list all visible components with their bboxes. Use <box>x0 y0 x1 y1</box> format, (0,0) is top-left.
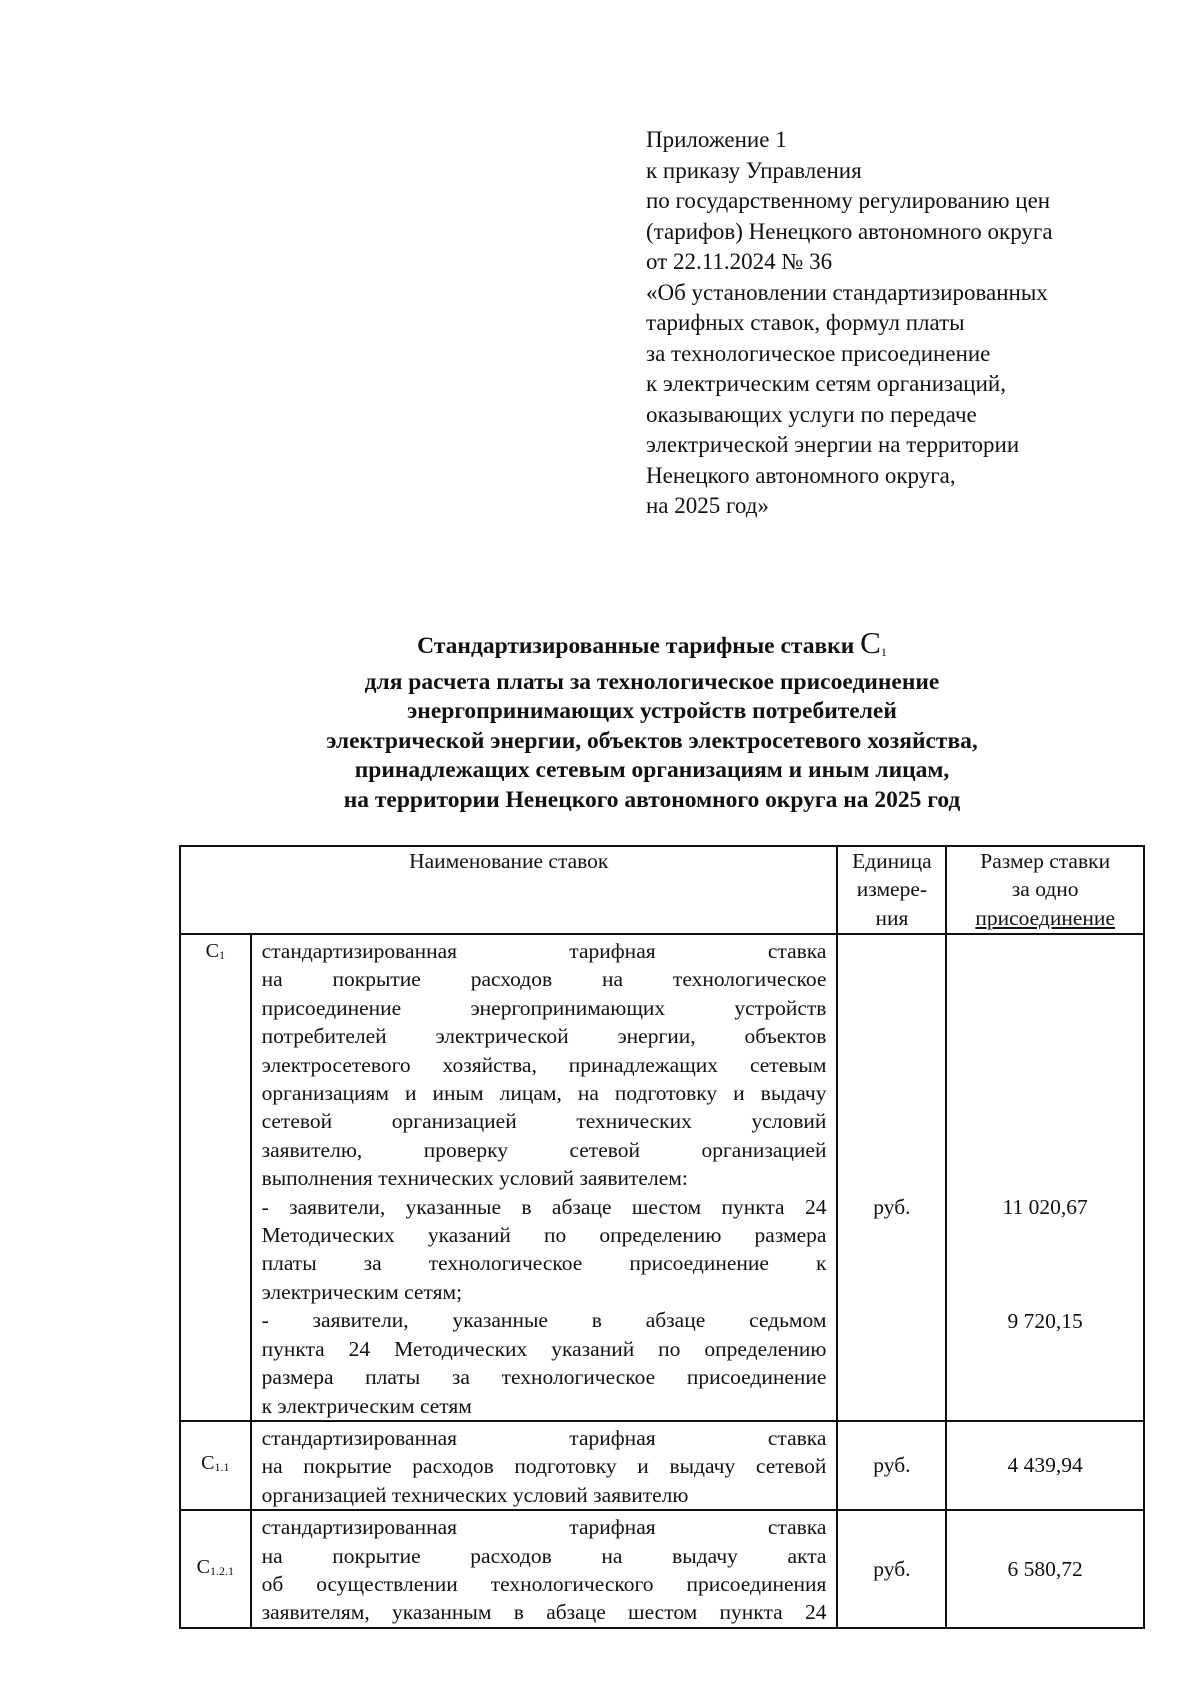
table-row <box>180 934 1144 1421</box>
description-line: к электрическим сетям <box>261 1393 472 1418</box>
document-title <box>180 625 1124 815</box>
rate-symbol-sub: 1.1 <box>214 1460 230 1475</box>
description-line: организациям и иным лицам, на подготовку и выдачу <box>261 1081 827 1106</box>
description-line: стандартизированная тарифная ставка <box>261 1425 827 1450</box>
header-unit-line: ния <box>875 905 909 930</box>
description-line: заявителям, указанным в абзаце шестом пункта 24 <box>261 1600 827 1625</box>
description-line: об осуществлении технологического присоединения <box>261 1571 827 1596</box>
description-line: потребителей электрической энергии, объектов <box>261 1024 827 1049</box>
rate-symbol <box>180 1421 251 1510</box>
rate-unit <box>837 1510 946 1628</box>
description-line: на покрытие расходов подготовку и выдачу сетевой <box>261 1454 827 1479</box>
table-row <box>180 1421 1144 1510</box>
description-line: стандартизированная тарифная ставка <box>261 1515 827 1540</box>
title-line: электрической энергии, объектов электросетевого хозяйства, <box>326 727 978 754</box>
description-line: размера платы за технологическое присоединение <box>261 1365 827 1390</box>
table-header-row <box>180 846 1144 934</box>
appendix-line: (тарифов) Ненецкого автономного округа <box>646 218 1053 244</box>
header-name-text: Наименование ставок <box>409 849 609 873</box>
rate-value <box>946 934 1144 1421</box>
description-line: стандартизированная тарифная ставка <box>261 939 827 963</box>
description-line: пункта 24 Методических указаний по определению <box>261 1336 827 1361</box>
header-value <box>946 846 1144 934</box>
rate-value-text: 4 439,94 <box>1007 1453 1083 1478</box>
description-line: выполнения технических условий заявителем: <box>261 1166 688 1191</box>
appendix-line: тарифных ставок, формул платы <box>646 310 965 335</box>
title-line: принадлежащих сетевым организациям и иным лицам, <box>354 757 950 783</box>
rate-unit <box>837 934 946 1421</box>
appendix-line: от 22.11.2024 № 36 <box>646 249 833 274</box>
header-unit <box>837 846 946 934</box>
rate-unit-text: руб. <box>873 1453 911 1478</box>
title-text: Стандартизированные тарифные ставки <box>417 633 855 659</box>
appendix-line: оказывающих услуги по передаче <box>646 401 977 427</box>
appendix-line: Приложение 1 <box>646 127 787 152</box>
appendix-heading <box>646 125 1166 522</box>
header-unit-line: измере- <box>856 877 928 902</box>
description-line: заявителю, проверку сетевой организацией <box>261 1137 827 1162</box>
header-value-line-underlined <box>947 904 1143 932</box>
rate-value-text: 6 580,72 <box>1007 1556 1083 1581</box>
description-line: Методических указаний по определению размера <box>261 1223 827 1248</box>
rate-symbol <box>180 934 251 1421</box>
appendix-line: «Об установлении стандартизированных <box>646 279 1048 305</box>
title-line-1 <box>180 625 1124 668</box>
rate-symbol-letter: C <box>205 940 219 962</box>
rate-symbol <box>180 1510 251 1628</box>
description-line: на покрытие расходов на выдачу акта <box>261 1543 827 1568</box>
rate-symbol-letter: C <box>196 1555 210 1578</box>
rate-description <box>251 1421 838 1510</box>
appendix-line: по государственному регулированию цен <box>646 188 1051 213</box>
rate-value-text: 9 720,15 <box>1007 1309 1083 1333</box>
description-line: - заявители, указанные в абзаце шестом пункта 24 <box>261 1194 827 1219</box>
description-line: присоединение энергопринимающих устройств <box>261 995 827 1020</box>
appendix-line: на 2025 год» <box>646 493 769 518</box>
header-value-line: Размер ставки <box>980 849 1111 873</box>
rate-symbol-letter: C <box>201 1452 215 1475</box>
rate-description <box>251 1510 838 1628</box>
header-name <box>180 846 837 934</box>
appendix-line: за технологическое присоединение <box>646 340 991 366</box>
appendix-line: Ненецкого автономного округа, <box>646 462 956 488</box>
title-symbol-letter: C <box>860 625 881 660</box>
header-value-line: присоединение <box>975 905 1115 930</box>
title-line: энергопринимающих устройств потребителей <box>407 698 897 724</box>
title-symbol <box>860 625 887 660</box>
description-line: - заявители, указанные в абзаце седьмом <box>261 1308 827 1333</box>
rate-unit <box>837 1421 946 1510</box>
header-value-line: за одно <box>1011 877 1079 902</box>
appendix-line: к электрическим сетям организаций, <box>646 371 1006 396</box>
rate-description <box>251 934 838 1421</box>
description-line: сетевой организацией технических условий <box>261 1109 827 1134</box>
appendix-line: электрической энергии на территории <box>646 432 1020 457</box>
description-line: электрическим сетям; <box>261 1279 463 1304</box>
description-line: электросетевого хозяйства, принадлежащих сетевым <box>261 1052 827 1077</box>
title-symbol-sub: 1 <box>880 645 887 659</box>
rates-table <box>179 845 1145 1629</box>
description-line: на покрытие расходов на технологическое <box>261 967 827 992</box>
description-line: платы за технологическое присоединение к <box>261 1251 827 1276</box>
table-row <box>180 1510 1144 1628</box>
rate-unit-text: руб. <box>873 1556 911 1581</box>
description-line: организацией технических условий заявителю <box>261 1482 689 1507</box>
rate-value <box>946 1510 1144 1628</box>
title-line: для расчета платы за технологическое присоединение <box>364 668 940 695</box>
rate-unit-text: руб. <box>873 1195 911 1219</box>
appendix-line: к приказу Управления <box>646 157 862 183</box>
rate-value <box>946 1421 1144 1510</box>
title-line: на территории Ненецкого автономного округа на 2025 год <box>343 786 961 813</box>
rate-symbol-sub: 1.2.1 <box>209 1563 234 1578</box>
rate-value-text: 11 020,67 <box>1002 1195 1088 1219</box>
header-unit-line: Единица <box>852 849 932 873</box>
rate-symbol-sub: 1 <box>218 948 225 962</box>
